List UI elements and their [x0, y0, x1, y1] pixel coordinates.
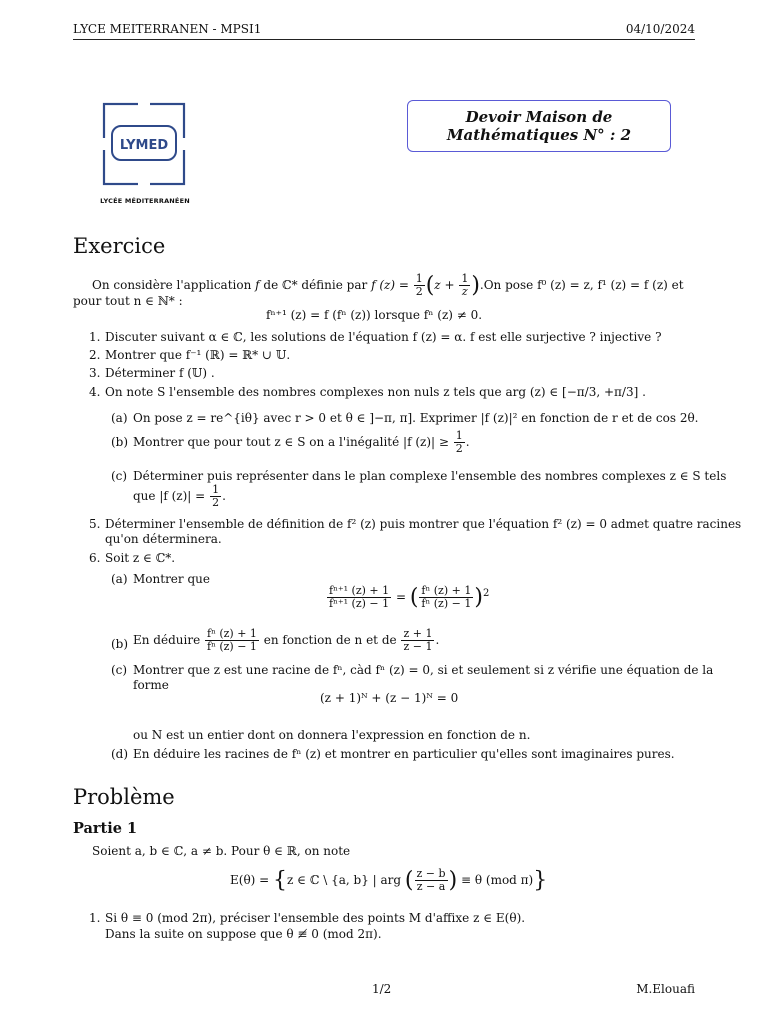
question-2: Montrer que f⁻¹ (ℝ) = ℝ* ∪ 𝕌.	[105, 348, 291, 362]
question-6b: En déduire $\frac{\text{fⁿ (z) + 1}}{\text{fⁿ (z) − 1}}$ en fonction de n et de $\frac{z + 1}{z - 1}$ .	[133, 627, 440, 653]
school-logo	[100, 100, 188, 188]
question-6d: En déduire les racines de fⁿ (z) et montrer en particulier qu'elles sont imaginaires pures.	[133, 747, 675, 761]
question-6: Soit z ∈ ℂ*.	[105, 551, 176, 565]
page-header	[73, 22, 695, 36]
title-line-2: Mathématiques N° : 2	[446, 126, 632, 144]
question-4a: On pose z = re^{iθ} avec r > 0 et θ ∈ ]−π, π]. Exprimer |f (z)|² en fonction de r et de cos 2θ.	[133, 411, 699, 425]
formula-6c: (z + 1)ᴺ + (z − 1)ᴺ = 0	[320, 691, 459, 705]
probleme-intro: Soient a, b ∈ ℂ, a ≠ b. Pour θ ∈ ℝ, on note	[92, 844, 351, 858]
question-4: On note S l'ensemble des nombres complexes non nuls z tels que arg (z) ∈ [−π/3, +π/3] .	[105, 385, 646, 399]
title-line-1: Devoir Maison de	[465, 108, 613, 126]
logo-text: LYMED	[119, 138, 169, 153]
document-page: LYCE MEITERRANEN - MPSI1 04/10/2024 LYMED LYCÉE MÉDITERRANÉEN Devoir Maison de Mathématiques N° : 2 Exercice On considère l'application f de ℂ* définie par f (z) = $\frac{1}{2}$ (z + $\frac{1}{z}$ ).On pose f⁰ (z) = z, f¹ (z) = f (z) et pour tout n ∈ ℕ* : fⁿ⁺¹ (z) = f (fⁿ (z)) lorsque fⁿ (z) ≠ 0. 1. Discuter suivant α ∈ ℂ, les solutions de l'équation f (z) = α. f est elle surjective ? injective ? 2. Montrer que f⁻¹ (ℝ) = ℝ* ∪ 𝕌. 3. Déterminer f (𝕌) . 4. On note S l'ensemble des nombres complexes non nuls z tels que arg (z) ∈ [−π/3, +π/3] . (a) On pose z = re^{iθ} avec r > 0 et θ ∈ ]−π, π]. Exprimer |f (z)|² en fonction de r et de cos 2θ. (b) Montrer que pour tout z ∈ S on a l'inégalité |f (z)| ≥ $\frac{1}{2}$ . (c) Déterminer puis représenter dans le plan complexe l'ensemble des nombres complexes z ∈ S tels que |f (z)| = $\frac{1}{2}$ . 5. Déterminer l'ensemble de définition de f² (z) puis montrer que l'équation f² (z) = 0 admet quatre racines qu'on déterminera. 6. Soit z ∈ ℂ*. (a) Montrer que $\frac{\text{fⁿ⁺¹ (z) + 1}}{\text{fⁿ⁺¹ (z) − 1}}$ = ( $\frac{\text{fⁿ (z) + 1}}{\text{fⁿ (z) − 1}}$ )$^2$ (b) En déduire $\frac{\text{fⁿ (z) + 1}}{\text{fⁿ (z) − 1}}$ en fonction de n et de $\frac{z + 1}{z - 1}$ . (c) Montrer que z est une racine de fⁿ, càd fⁿ (z) = 0, si et seulement si z vérifie une équation de la forme (z + 1)ᴺ + (z − 1)ᴺ = 0 ou N est un entier dont on donnera l'expression en fonction de n. (d) En déduire les racines de fⁿ (z) et montrer en particulier qu'elles sont imaginaires pures. Problème Partie 1 Soient a, b ∈ ℂ, a ≠ b. Pour θ ∈ ℝ, on note E(θ) = {z ∈ ℂ \ {a, b} | arg ( $\frac{z - b}{z - a}$ ) ≡ θ (mod π)} 1. Si θ ≡ 0 (mod 2π), préciser l'ensemble des points M d'affixe z ∈ E(θ). Dans la suite on suppose que θ ≢ 0 (mod 2π). 1/2 M.Elouafi	[73, 22, 742, 996]
recurrence-formula: fⁿ⁺¹ (z) = f (fⁿ (z)) lorsque fⁿ (z) ≠ 0.	[266, 308, 483, 322]
header-school: LYCE MEITERRANEN - MPSI1	[73, 22, 262, 36]
formula-6a: $\frac{\text{fⁿ⁺¹ (z) + 1}}{\text{fⁿ⁺¹ (z) − 1}}$ = ( $\frac{\text{fⁿ (z) + 1}}{\text{fⁿ (z) − 1}}$ )$^2$	[329, 584, 490, 610]
header-date: 04/10/2024	[625, 22, 695, 36]
question-3: Déterminer f (𝕌) .	[105, 366, 215, 380]
question-6a: Montrer que	[133, 572, 210, 586]
probleme-heading: Problème	[73, 785, 175, 809]
question-6c-line-1: Montrer que z est une racine de fⁿ, càd fⁿ (z) = 0, si et seulement si z vérifie une équation de la	[133, 663, 714, 677]
question-5-line-1: Déterminer l'ensemble de définition de f² (z) puis montrer que l'équation f² (z) = 0 admet quatre racines	[105, 517, 742, 531]
exercice-intro-line-1: On considère l'application f de ℂ* définie par f (z) = $\frac{1}{2}$ (z + $\frac{1}{z}$ ).On pose f⁰ (z) = z, f¹ (z) = f (z) et	[92, 272, 684, 298]
question-5-line-2: qu'on déterminera.	[105, 532, 222, 546]
author: M.Elouafi	[636, 982, 695, 996]
question-4c-line-1: Déterminer puis représenter dans le plan complexe l'ensemble des nombres complexes z ∈ S tels	[133, 469, 727, 483]
partie-heading: Partie 1	[73, 820, 138, 837]
logo-caption: LYCÉE MÉDITERRANÉEN	[100, 197, 190, 205]
question-4b: Montrer que pour tout z ∈ S on a l'inégalité |f (z)| ≥ $\frac{1}{2}$ .	[133, 429, 470, 455]
question-6c-line-2: forme	[133, 678, 169, 692]
probleme-question-1-line-1: Si θ ≡ 0 (mod 2π), préciser l'ensemble des points M d'affixe z ∈ E(θ).	[105, 911, 526, 925]
question-4c-line-2: que |f (z)| = $\frac{1}{2}$ .	[133, 483, 226, 509]
set-definition: E(θ) = {z ∈ ℂ \ {a, b} | arg ( $\frac{z - b}{z - a}$ ) ≡ θ (mod π)}	[230, 867, 548, 893]
header-rule	[73, 39, 695, 40]
exercice-heading: Exercice	[73, 234, 166, 258]
question-6c-line-3: ou N est un entier dont on donnera l'expression en fonction de n.	[133, 728, 531, 742]
probleme-question-1-line-2: Dans la suite on suppose que θ ≢ 0 (mod 2π).	[105, 927, 382, 941]
page-number: 1/2	[372, 982, 392, 996]
exercice-intro-line-2: pour tout n ∈ ℕ* :	[73, 294, 183, 308]
question-1: Discuter suivant α ∈ ℂ, les solutions de l'équation f (z) = α. f est elle surjective ? injective ?	[105, 330, 662, 344]
title-box	[407, 100, 671, 152]
